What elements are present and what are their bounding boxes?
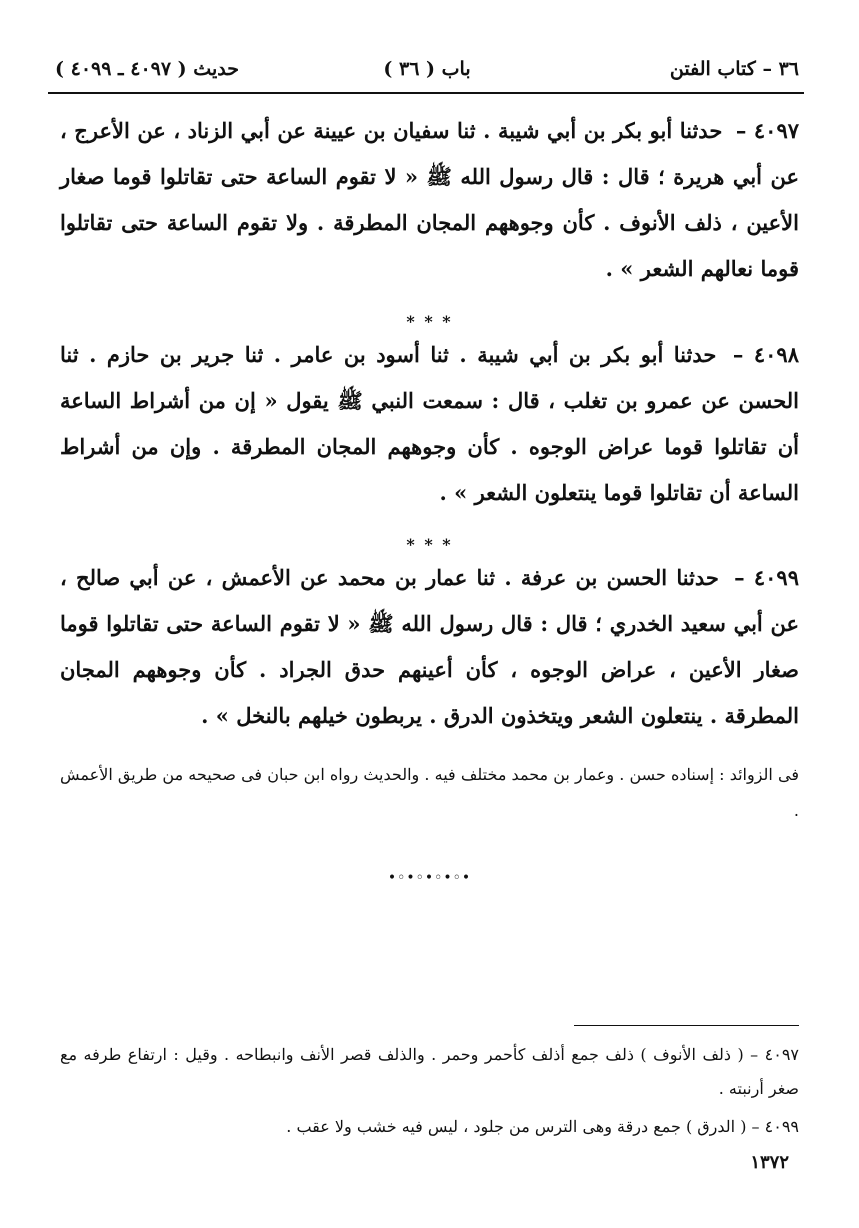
page-number: ١٣٧٢ xyxy=(750,1152,789,1173)
footnote-4099: ٤٠٩٩ – ( الدرق ) جمع درقة وهى الترس من جلود ، ليس فيه خشب ولا عقب . xyxy=(286,1117,799,1136)
footnote-rule xyxy=(574,1025,799,1026)
hadith-text: حدثنا الحسن بن عرفة . ثنا عمار بن محمد عن الأعمش ، عن أبي صالح ، عن أبي سعيد الخدري ؛ قال : قال رسول الله ﷺ « لا تقوم الساعة حتى تقاتلوا قوما صغار الأعين ، عراض الوجوه ، كأن أعينهم حدق الجراد . كأن وجوههم المجان المطرقة . ينتعلون الشعر ويتخذون الدرق . يربطون خيلهم بالنخل » . xyxy=(60,565,799,728)
ornament-divider: •◦•◦•◦•◦• xyxy=(387,870,472,886)
hadith-number: ٤٠٩٩ – xyxy=(734,565,799,590)
zawaid-note: فى الزوائد : إسناده حسن . وعمار بن محمد مختلف فيه . والحديث رواه ابن حبان فى صحيحه من طريق الأعمش . xyxy=(60,765,799,820)
header-book-title: ٣٦ – كتاب الفتن xyxy=(669,58,799,80)
hadith-4098 xyxy=(60,332,799,516)
running-header xyxy=(55,52,799,88)
header-rule xyxy=(48,92,804,94)
section-separator: * * * xyxy=(406,312,453,331)
hadith-text: حدثنا أبو بكر بن أبي شيبة . ثنا سفيان بن عيينة عن أبي الزناد ، عن الأعرج ، عن أبي هريرة ؛ قال : قال رسول الله ﷺ « لا تقوم الساعة حتى تقاتلوا قوما صغار الأعين ، ذلف الأنوف . كأن وجوههم المجان المطرقة . ولا تقوم الساعة حتى تقاتلوا قوما نعالهم الشعر » . xyxy=(60,118,799,281)
hadith-4099 xyxy=(60,555,799,739)
header-chapter: ( ٣٦ ) باب xyxy=(383,58,471,80)
hadith-number: ٤٠٩٧ – xyxy=(735,118,800,143)
hadith-text: حدثنا أبو بكر بن أبي شيبة . ثنا أسود بن عامر . ثنا جرير بن حازم . ثنا الحسن عن عمرو بن تغلب ، قال : سمعت النبي ﷺ يقول « إن من أشراط الساعة أن تقاتلوا قوما عراض الوجوه . كأن وجوههم المجان المطرقة . وإن من أشراط الساعة أن تقاتلوا قوما ينتعلون الشعر » . xyxy=(60,342,799,505)
footnotes xyxy=(60,1038,799,1144)
hadith-4097 xyxy=(60,108,799,292)
footnote-4097: ٤٠٩٧ – ( ذلف الأنوف ) ذلف جمع أذلف كأحمر وحمر . والذلف قصر الأنف وانبطاحه . وقيل : ارتفاع طرفه مع صغر أرنبته . xyxy=(60,1045,799,1098)
hadith-number: ٤٠٩٨ – xyxy=(732,342,799,367)
section-separator: * * * xyxy=(406,535,453,554)
header-hadith-range: ( ٤٠٩٧ ـ ٤٠٩٩ ) حديث xyxy=(55,58,239,80)
